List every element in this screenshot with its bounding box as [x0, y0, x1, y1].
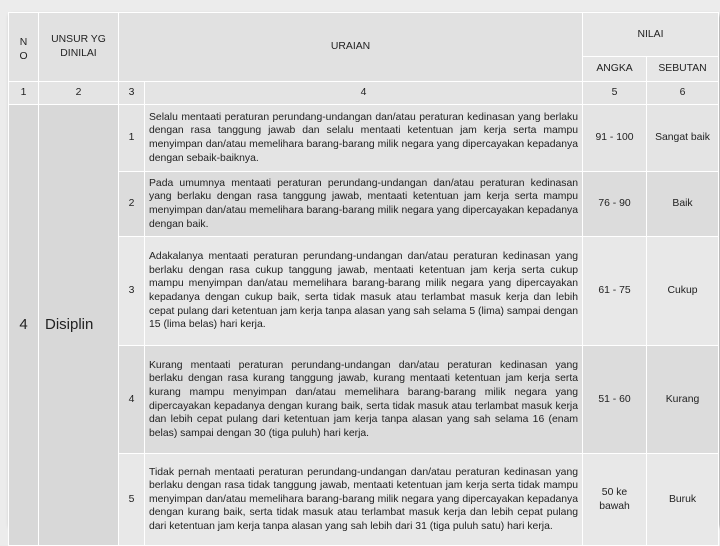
item-index: 3: [119, 237, 145, 346]
item-index: 4: [119, 346, 145, 454]
numbering-cell: 5: [583, 82, 647, 105]
row-number: 4: [9, 105, 39, 546]
item-angka: 91 - 100: [583, 105, 647, 172]
item-sebutan: Sangat baik: [647, 105, 719, 172]
header-nilai: NILAI: [583, 13, 719, 57]
assessment-table: [8, 12, 719, 546]
header-unsur: UNSUR YG DINILAI: [39, 13, 119, 82]
header-sebutan: SEBUTAN: [647, 57, 719, 82]
item-description: Selalu mentaati peraturan perundang-undangan dan/atau peraturan kedinasan yang berlaku dengan rasa tanggung jawab dan selalu mentaati ketentuan jam kerja serta mampu menyimpan dan/atau memelihara barang-barang milik negara yang dipercayakan kepadanya dengan sebaik-baiknya.: [145, 105, 583, 172]
item-index: 5: [119, 454, 145, 546]
assessment-table-frame: [8, 12, 718, 532]
item-angka: 76 - 90: [583, 172, 647, 237]
item-sebutan: Buruk: [647, 454, 719, 546]
item-sebutan: Kurang: [647, 346, 719, 454]
item-sebutan: Cukup: [647, 237, 719, 346]
header-no: N O: [9, 13, 39, 82]
row-unsur: Disiplin: [39, 105, 119, 546]
numbering-cell: 4: [145, 82, 583, 105]
numbering-cell: 3: [119, 82, 145, 105]
item-angka: 50 ke bawah: [583, 454, 647, 546]
header-uraian: URAIAN: [119, 13, 583, 82]
item-description: Kurang mentaati peraturan perundang-undangan dan/atau peraturan kedinasan yang berlaku dengan rasa kurang tanggung jawab, kurang mentaati ketentuan jam kerja serta kurang mampu menyimpan dan/atau memelihara barang-barang milik negara yang dipercayakan kepadanya dengan kurang baik, serta tidak masuk atau terlambat masuk kerja dan lebih cepat pulang dari ketentuan jam kerja tanpa alasan yang sah selama 16 (enam belas) sampai dengan 30 (tiga puluh) hari kerja.: [145, 346, 583, 454]
item-angka: 51 - 60: [583, 346, 647, 454]
header-angka: ANGKA: [583, 57, 647, 82]
item-description: Pada umumnya mentaati peraturan perundang-undangan dan/atau peraturan kedinasan yang berlaku dengan rasa tanggung jawab, mentaati ketentuan jam kerja serta mampu menyimpan dan/atau memelihara barang-barang milik negara yang dipercayakan kepadanya dengan baik.: [145, 172, 583, 237]
item-description: Adakalanya mentaati peraturan perundang-undangan dan/atau peraturan kedinasan yang berlaku dengan rasa cukup tanggung jawab, mentaati ketentuan jam kerja serta cukup mampu menyimpan dan/atau memelihara barang-barang milik negara yang dipercayakan kepadanya dengan cukup baik, serta tidak masuk atau terlambat masuk kerja dan lebih cepat pulang dari ketentuan jam kerja tanpa alasan yang sah selama 5 (lima) sampai dengan 15 (lima belas) hari kerja.: [145, 237, 583, 346]
item-angka: 61 - 75: [583, 237, 647, 346]
numbering-cell: 6: [647, 82, 719, 105]
numbering-cell: 2: [39, 82, 119, 105]
item-description: Tidak pernah mentaati peraturan perundang-undangan dan/atau peraturan kedinasan yang berlaku dengan rasa tidak tanggung jawab, mentaati ketentuan jam kerja serta tidak mampu menyimpan dan/atau memelihara barang-barang milik negara yang dipercayakan kepadanya dengan kurang baik, serta tidak masuk atau terlambat masuk kerja dan lebih cepat pulang dari ketentuan jam kerja tanpa alasan yang sah lebih dari 31 (tiga puluh satu) hari kerja.: [145, 454, 583, 546]
item-index: 2: [119, 172, 145, 237]
numbering-cell: 1: [9, 82, 39, 105]
item-sebutan: Baik: [647, 172, 719, 237]
item-index: 1: [119, 105, 145, 172]
